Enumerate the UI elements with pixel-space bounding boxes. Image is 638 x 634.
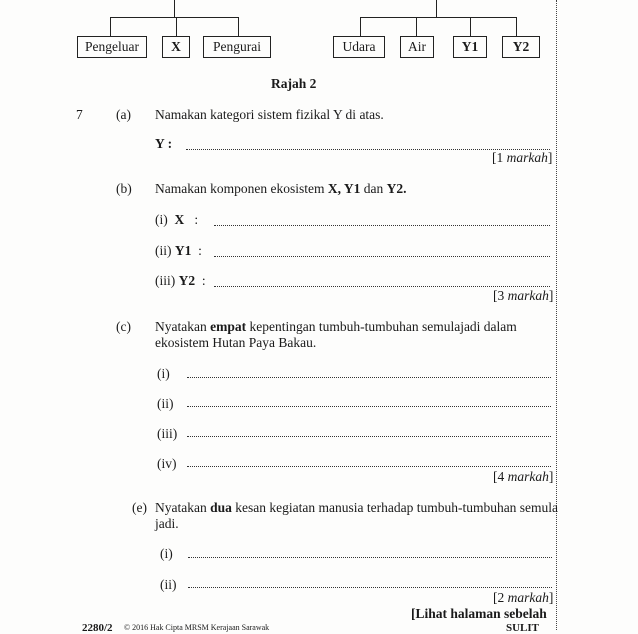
part-e-text-line2: jadi. xyxy=(155,516,179,531)
answer-line-c-iv[interactable] xyxy=(187,466,551,467)
part-b-item-ii: (ii) Y1 : xyxy=(155,243,202,258)
paper-code: 2280/2 xyxy=(82,622,113,634)
answer-line-c-ii[interactable] xyxy=(187,406,551,407)
copyright: © 2016 Hak Cipta MRSM Kerajaan Sarawak xyxy=(124,623,270,632)
part-a-answer-label: Y : xyxy=(155,136,173,151)
next-page-note: [Lihat halaman sebelah xyxy=(411,606,547,621)
question-number: 7 xyxy=(76,107,83,122)
answer-line-c-iii[interactable] xyxy=(187,436,551,437)
box-y1: Y1 xyxy=(453,36,487,58)
part-c-item-iv: (iv) xyxy=(157,456,177,471)
answer-line-e-ii[interactable] xyxy=(188,587,552,588)
part-e-item-i: (i) xyxy=(160,546,173,561)
marks-c: [4 markah] xyxy=(493,469,554,484)
part-c-label: (c) xyxy=(116,319,131,334)
box-udara: Udara xyxy=(333,36,385,58)
part-a-label: (a) xyxy=(116,107,131,122)
answer-line-e-i[interactable] xyxy=(188,557,552,558)
part-b-label: (b) xyxy=(116,181,132,196)
part-b-item-i: (i) X : xyxy=(155,212,199,227)
answer-line-b-iii[interactable] xyxy=(214,286,550,287)
marks-e: [2 markah] xyxy=(493,590,554,605)
diagram-caption: Rajah 2 xyxy=(271,76,317,91)
part-b-item-iii: (iii) Y2 : xyxy=(155,273,206,288)
box-x: X xyxy=(162,36,190,58)
marks-b: [3 markah] xyxy=(493,288,554,303)
margin-line xyxy=(556,0,557,630)
answer-line-c-i[interactable] xyxy=(187,377,551,378)
box-y2: Y2 xyxy=(502,36,540,58)
part-e-label: (e) xyxy=(132,500,147,515)
box-air: Air xyxy=(400,36,434,58)
part-a-text: Namakan kategori sistem fizikal Y di atas. xyxy=(155,107,384,122)
part-b-text: Namakan komponen ekosistem X, Y1 dan Y2. xyxy=(155,181,407,196)
part-c-text-line1: Nyatakan empat kepentingan tumbuh-tumbuhan semulajadi dalam xyxy=(155,319,517,334)
box-pengeluar: Pengeluar xyxy=(77,36,147,58)
answer-line-b-i[interactable] xyxy=(214,225,550,226)
part-e-text-line1: Nyatakan dua kesan kegiatan manusia terhadap tumbuh-tumbuhan semula xyxy=(155,500,559,515)
part-e-item-ii: (ii) xyxy=(160,577,177,592)
part-c-item-iii: (iii) xyxy=(157,426,178,441)
part-c-item-i: (i) xyxy=(157,366,170,381)
box-pengurai: Pengurai xyxy=(203,36,271,58)
marks-a: [1 markah] xyxy=(492,150,553,165)
classification: SULIT xyxy=(506,622,540,634)
part-c-item-ii: (ii) xyxy=(157,396,174,411)
answer-line-b-ii[interactable] xyxy=(214,256,550,257)
part-c-text-line2: ekosistem Hutan Paya Bakau. xyxy=(155,335,317,350)
